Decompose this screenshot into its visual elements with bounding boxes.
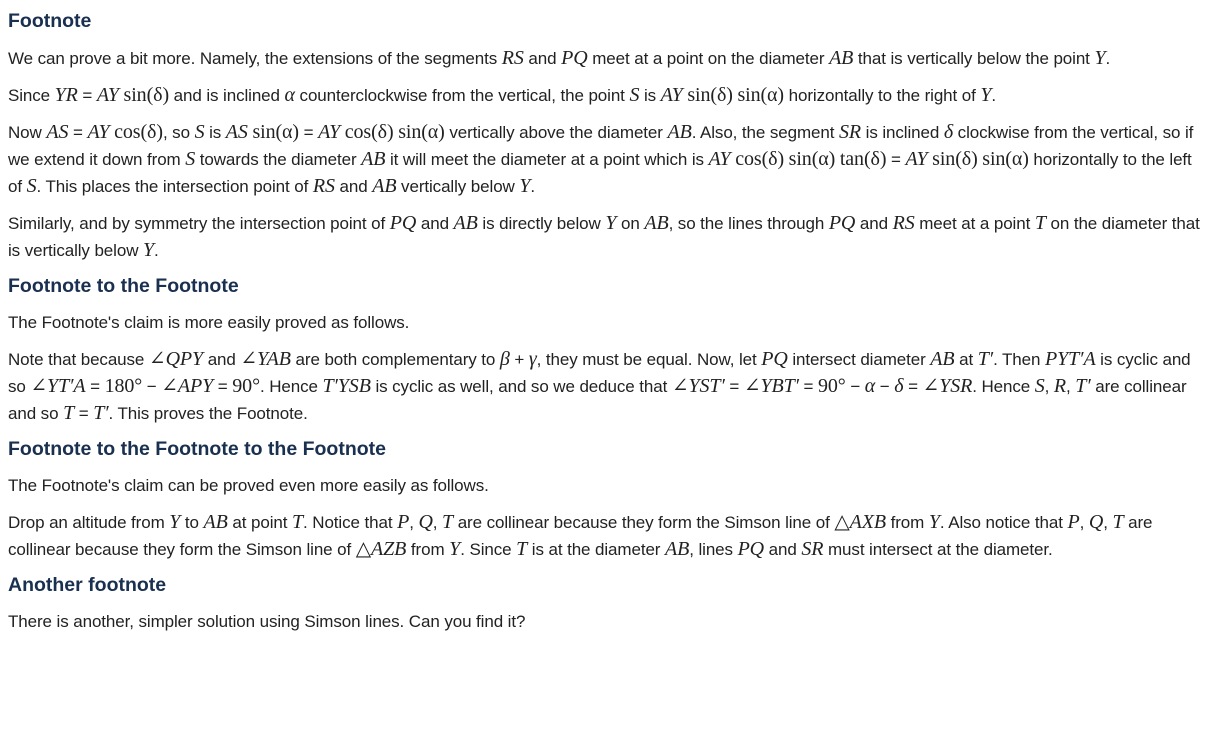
section-heading: Footnote to the Footnote to the Footnote [8,438,386,460]
paragraph: Drop an altitude from Y to AB at point T. Notice that P, Q, T are collinear because they form the Simson line of △AXB from Y. Also notice that P, Q, T are collinear because they form the Simson line of △AZB from Y. Since T is at the diameter AB, lines PQ and SR must intersect at the diameter. [8,511,1153,560]
paragraph: Now AS = AY cos(δ), so S is AS sin(α) = AY cos(δ) sin(α) vertically above the diameter AB. Also, the segment SR is inclined δ clockwise from the vertical, so if we extend it down from S towards the diameter AB it will meet the diameter at a point which is AY cos(δ) sin(α) tan(δ) = AY sin(δ) sin(α) horizontally to the left of S. This places the intersection point of RS and AB vertically below Y. [8,121,1194,197]
paragraph: The Footnote's claim can be proved even more easily as follows. [8,476,489,495]
section-footnote-to-footnote [8,274,1208,427]
section-heading: Another footnote [8,574,167,596]
section-another-footnote [8,573,1208,635]
section-footnote-to-footnote-to-footnote [8,437,1208,563]
paragraph: Note that because ∠QPY and ∠YAB are both complementary to β + γ, they must be equal. Now, let PQ intersect diameter AB at T′. Then PYT′A is cyclic and so ∠YT′A = 180° − ∠APY = 90°. Hence T′YSB is cyclic as well, and so we deduce that ∠YST′ = ∠YBT′ = 90° − α − δ = ∠YSR. Hence S, R, T′ are collinear and so T = T′. This proves the Footnote. [8,348,1191,424]
paragraph: The Footnote's claim is more easily proved as follows. [8,313,410,332]
section-footnote [8,9,1208,264]
paragraph: We can prove a bit more. Namely, the extensions of the segments RS and PQ meet at a point on the diameter AB that is vertically below the point Y. [8,47,1111,69]
paragraph: Since YR = AY sin(δ) and is inclined α counterclockwise from the vertical, the point S is AY sin(δ) sin(α) horizontally to the right of Y. [8,84,997,106]
section-heading: Footnote [8,10,92,32]
section-heading: Footnote to the Footnote [8,275,239,297]
paragraph: There is another, simpler solution using Simson lines. Can you find it? [8,612,526,631]
paragraph: Similarly, and by symmetry the intersection point of PQ and AB is directly below Y on AB, so the lines through PQ and RS meet at a point T on the diameter that is vertically below Y. [8,212,1200,261]
